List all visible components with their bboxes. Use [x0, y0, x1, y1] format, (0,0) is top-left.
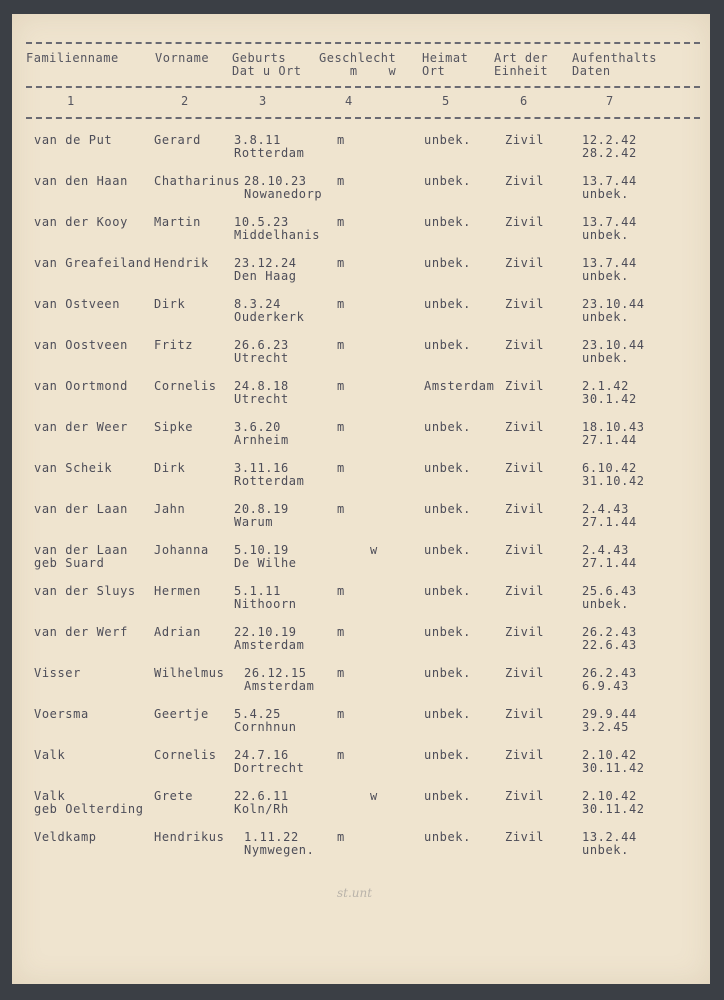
surname-cell: van der Kooy: [34, 215, 128, 229]
birth-date-place-cell: 5.4.25 Cornhnun: [234, 707, 297, 734]
sex-m-cell: m: [337, 215, 345, 229]
first-name-cell: Chatharinus: [154, 174, 241, 188]
birth-date-place-cell: 24.8.18 Utrecht: [234, 379, 289, 406]
first-name-cell: Hendrik: [154, 256, 209, 270]
first-name-cell: Geertje: [154, 707, 209, 721]
column-number: 6: [520, 94, 528, 108]
surname-cell: Valk geb Oelterding: [34, 789, 144, 816]
sex-w-cell: w: [370, 543, 378, 557]
header-geschlecht: Geschlecht m w: [319, 51, 397, 78]
sex-m-cell: m: [337, 666, 345, 680]
header-aufenthalt: Aufenthalts Daten: [572, 51, 657, 78]
table-row: [12, 462, 710, 502]
unit-type-cell: Zivil: [505, 297, 545, 311]
top-divider: [26, 42, 700, 44]
unit-type-cell: Zivil: [505, 256, 545, 270]
home-town-cell: unbek.: [424, 748, 471, 762]
birth-date-place-cell: 3.8.11 Rotterdam: [234, 133, 305, 160]
stay-dates-cell: 6.10.42 31.10.42: [582, 461, 645, 488]
home-town-cell: unbek.: [424, 789, 471, 803]
unit-type-cell: Zivil: [505, 133, 545, 147]
home-town-cell: unbek.: [424, 461, 471, 475]
column-number: 5: [442, 94, 450, 108]
unit-type-cell: Zivil: [505, 338, 545, 352]
stay-dates-cell: 23.10.44 unbek.: [582, 297, 645, 324]
stay-dates-cell: 23.10.44 unbek.: [582, 338, 645, 365]
sex-m-cell: m: [337, 420, 345, 434]
stay-dates-cell: 2.4.43 27.1.44: [582, 502, 637, 529]
first-name-cell: Jahn: [154, 502, 186, 516]
birth-date-place-cell: 22.10.19 Amsterdam: [234, 625, 305, 652]
sex-m-cell: m: [337, 830, 345, 844]
sex-m-cell: m: [337, 625, 345, 639]
birth-date-place-cell: 8.3.24 Ouderkerk: [234, 297, 305, 324]
unit-type-cell: Zivil: [505, 502, 545, 516]
header-einheit: Art der Einheit: [494, 51, 549, 78]
column-number: 4: [345, 94, 353, 108]
table-row: [12, 585, 710, 625]
sex-m-cell: m: [337, 174, 345, 188]
unit-type-cell: Zivil: [505, 666, 545, 680]
column-number: 3: [259, 94, 267, 108]
numbers-divider: [26, 117, 700, 119]
header-geburts: Geburts Dat u Ort: [232, 51, 302, 78]
home-town-cell: unbek.: [424, 174, 471, 188]
unit-type-cell: Zivil: [505, 584, 545, 598]
first-name-cell: Dirk: [154, 297, 186, 311]
surname-cell: van Oostveen: [34, 338, 128, 352]
surname-cell: van der Laan geb Suard: [34, 543, 128, 570]
surname-cell: van Greafeiland: [34, 256, 152, 270]
surname-cell: Visser: [34, 666, 81, 680]
unit-type-cell: Zivil: [505, 420, 545, 434]
table-row: [12, 380, 710, 420]
column-number: 1: [67, 94, 75, 108]
first-name-cell: Dirk: [154, 461, 186, 475]
stay-dates-cell: 2.10.42 30.11.42: [582, 748, 645, 775]
first-name-cell: Hendrikus: [154, 830, 225, 844]
table-row: [12, 790, 710, 830]
surname-cell: van Ostveen: [34, 297, 121, 311]
first-name-cell: Wilhelmus: [154, 666, 225, 680]
stay-dates-cell: 2.10.42 30.11.42: [582, 789, 645, 816]
first-name-cell: Martin: [154, 215, 201, 229]
table-row: [12, 626, 710, 666]
surname-cell: van der Werf: [34, 625, 128, 639]
sex-m-cell: m: [337, 379, 345, 393]
birth-date-place-cell: 22.6.11 Koln/Rh: [234, 789, 289, 816]
unit-type-cell: Zivil: [505, 789, 545, 803]
first-name-cell: Sipke: [154, 420, 194, 434]
document-page: [12, 14, 710, 984]
stay-dates-cell: 13.2.44 unbek.: [582, 830, 637, 857]
sex-m-cell: m: [337, 461, 345, 475]
surname-cell: van den Haan: [34, 174, 128, 188]
first-name-cell: Grete: [154, 789, 194, 803]
surname-cell: van de Put: [34, 133, 113, 147]
birth-date-place-cell: 23.12.24 Den Haag: [234, 256, 297, 283]
surname-cell: Valk: [34, 748, 66, 762]
column-number: 7: [606, 94, 614, 108]
table-row: [12, 257, 710, 297]
first-name-cell: Hermen: [154, 584, 201, 598]
surname-cell: van der Laan: [34, 502, 128, 516]
stay-dates-cell: 25.6.43 unbek.: [582, 584, 637, 611]
sex-m-cell: m: [337, 338, 345, 352]
stay-dates-cell: 13.7.44 unbek.: [582, 174, 637, 201]
unit-type-cell: Zivil: [505, 625, 545, 639]
surname-cell: van der Weer: [34, 420, 128, 434]
table-row: [12, 134, 710, 174]
home-town-cell: unbek.: [424, 502, 471, 516]
surname-cell: van Oortmond: [34, 379, 128, 393]
birth-date-place-cell: 3.11.16 Rotterdam: [234, 461, 305, 488]
birth-date-place-cell: 24.7.16 Dortrecht: [234, 748, 305, 775]
unit-type-cell: Zivil: [505, 830, 545, 844]
sex-m-cell: m: [337, 502, 345, 516]
home-town-cell: unbek.: [424, 338, 471, 352]
header-vorname: Vorname: [155, 51, 210, 65]
table-row: [12, 298, 710, 338]
first-name-cell: Adrian: [154, 625, 201, 639]
header-heimat: Heimat Ort: [422, 51, 469, 78]
sex-m-cell: m: [337, 748, 345, 762]
home-town-cell: unbek.: [424, 625, 471, 639]
stay-dates-cell: 13.7.44 unbek.: [582, 215, 637, 242]
birth-date-place-cell: 20.8.19 Warum: [234, 502, 289, 529]
header-divider: [26, 86, 700, 88]
surname-cell: Veldkamp: [34, 830, 97, 844]
home-town-cell: unbek.: [424, 707, 471, 721]
home-town-cell: unbek.: [424, 420, 471, 434]
unit-type-cell: Zivil: [505, 707, 545, 721]
first-name-cell: Gerard: [154, 133, 201, 147]
stay-dates-cell: 2.1.42 30.1.42: [582, 379, 637, 406]
home-town-cell: unbek.: [424, 215, 471, 229]
stay-dates-cell: 12.2.42 28.2.42: [582, 133, 637, 160]
home-town-cell: unbek.: [424, 256, 471, 270]
unit-type-cell: Zivil: [505, 748, 545, 762]
birth-date-place-cell: 26.6.23 Utrecht: [234, 338, 289, 365]
home-town-cell: Amsterdam: [424, 379, 495, 393]
surname-cell: Voersma: [34, 707, 89, 721]
birth-date-place-cell: 5.10.19 De Wilhe: [234, 543, 297, 570]
table-row: [12, 749, 710, 789]
unit-type-cell: Zivil: [505, 543, 545, 557]
surname-cell: van Scheik: [34, 461, 113, 475]
sex-m-cell: m: [337, 707, 345, 721]
home-town-cell: unbek.: [424, 133, 471, 147]
table-row: [12, 175, 710, 215]
sex-m-cell: m: [337, 256, 345, 270]
first-name-cell: Cornelis: [154, 379, 217, 393]
home-town-cell: unbek.: [424, 297, 471, 311]
sex-m-cell: m: [337, 133, 345, 147]
sex-m-cell: m: [337, 584, 345, 598]
sex-m-cell: m: [337, 297, 345, 311]
pencil-annotation: st.unt: [337, 886, 373, 900]
birth-date-place-cell: 1.11.22 Nymwegen.: [244, 830, 315, 857]
stay-dates-cell: 26.2.43 6.9.43: [582, 666, 637, 693]
birth-date-place-cell: 3.6.20 Arnheim: [234, 420, 289, 447]
column-number: 2: [181, 94, 189, 108]
unit-type-cell: Zivil: [505, 379, 545, 393]
birth-date-place-cell: 10.5.23 Middelhanis: [234, 215, 321, 242]
table-row: [12, 503, 710, 543]
surname-cell: van der Sluys: [34, 584, 136, 598]
table-row: [12, 831, 710, 871]
unit-type-cell: Zivil: [505, 461, 545, 475]
stay-dates-cell: 29.9.44 3.2.45: [582, 707, 637, 734]
header-familienname: Familienname: [26, 51, 119, 65]
first-name-cell: Johanna: [154, 543, 209, 557]
home-town-cell: unbek.: [424, 830, 471, 844]
first-name-cell: Cornelis: [154, 748, 217, 762]
home-town-cell: unbek.: [424, 666, 471, 680]
table-row: [12, 339, 710, 379]
sex-w-cell: w: [370, 789, 378, 803]
unit-type-cell: Zivil: [505, 215, 545, 229]
home-town-cell: unbek.: [424, 584, 471, 598]
stay-dates-cell: 26.2.43 22.6.43: [582, 625, 637, 652]
table-row: [12, 216, 710, 256]
birth-date-place-cell: 5.1.11 Nithoorn: [234, 584, 297, 611]
birth-date-place-cell: 26.12.15 Amsterdam: [244, 666, 315, 693]
table-row: [12, 421, 710, 461]
stay-dates-cell: 13.7.44 unbek.: [582, 256, 637, 283]
first-name-cell: Fritz: [154, 338, 194, 352]
table-row: [12, 544, 710, 584]
birth-date-place-cell: 28.10.23 Nowanedorp: [244, 174, 323, 201]
stay-dates-cell: 18.10.43 27.1.44: [582, 420, 645, 447]
home-town-cell: unbek.: [424, 543, 471, 557]
table-row: [12, 708, 710, 748]
table-row: [12, 667, 710, 707]
stay-dates-cell: 2.4.43 27.1.44: [582, 543, 637, 570]
unit-type-cell: Zivil: [505, 174, 545, 188]
